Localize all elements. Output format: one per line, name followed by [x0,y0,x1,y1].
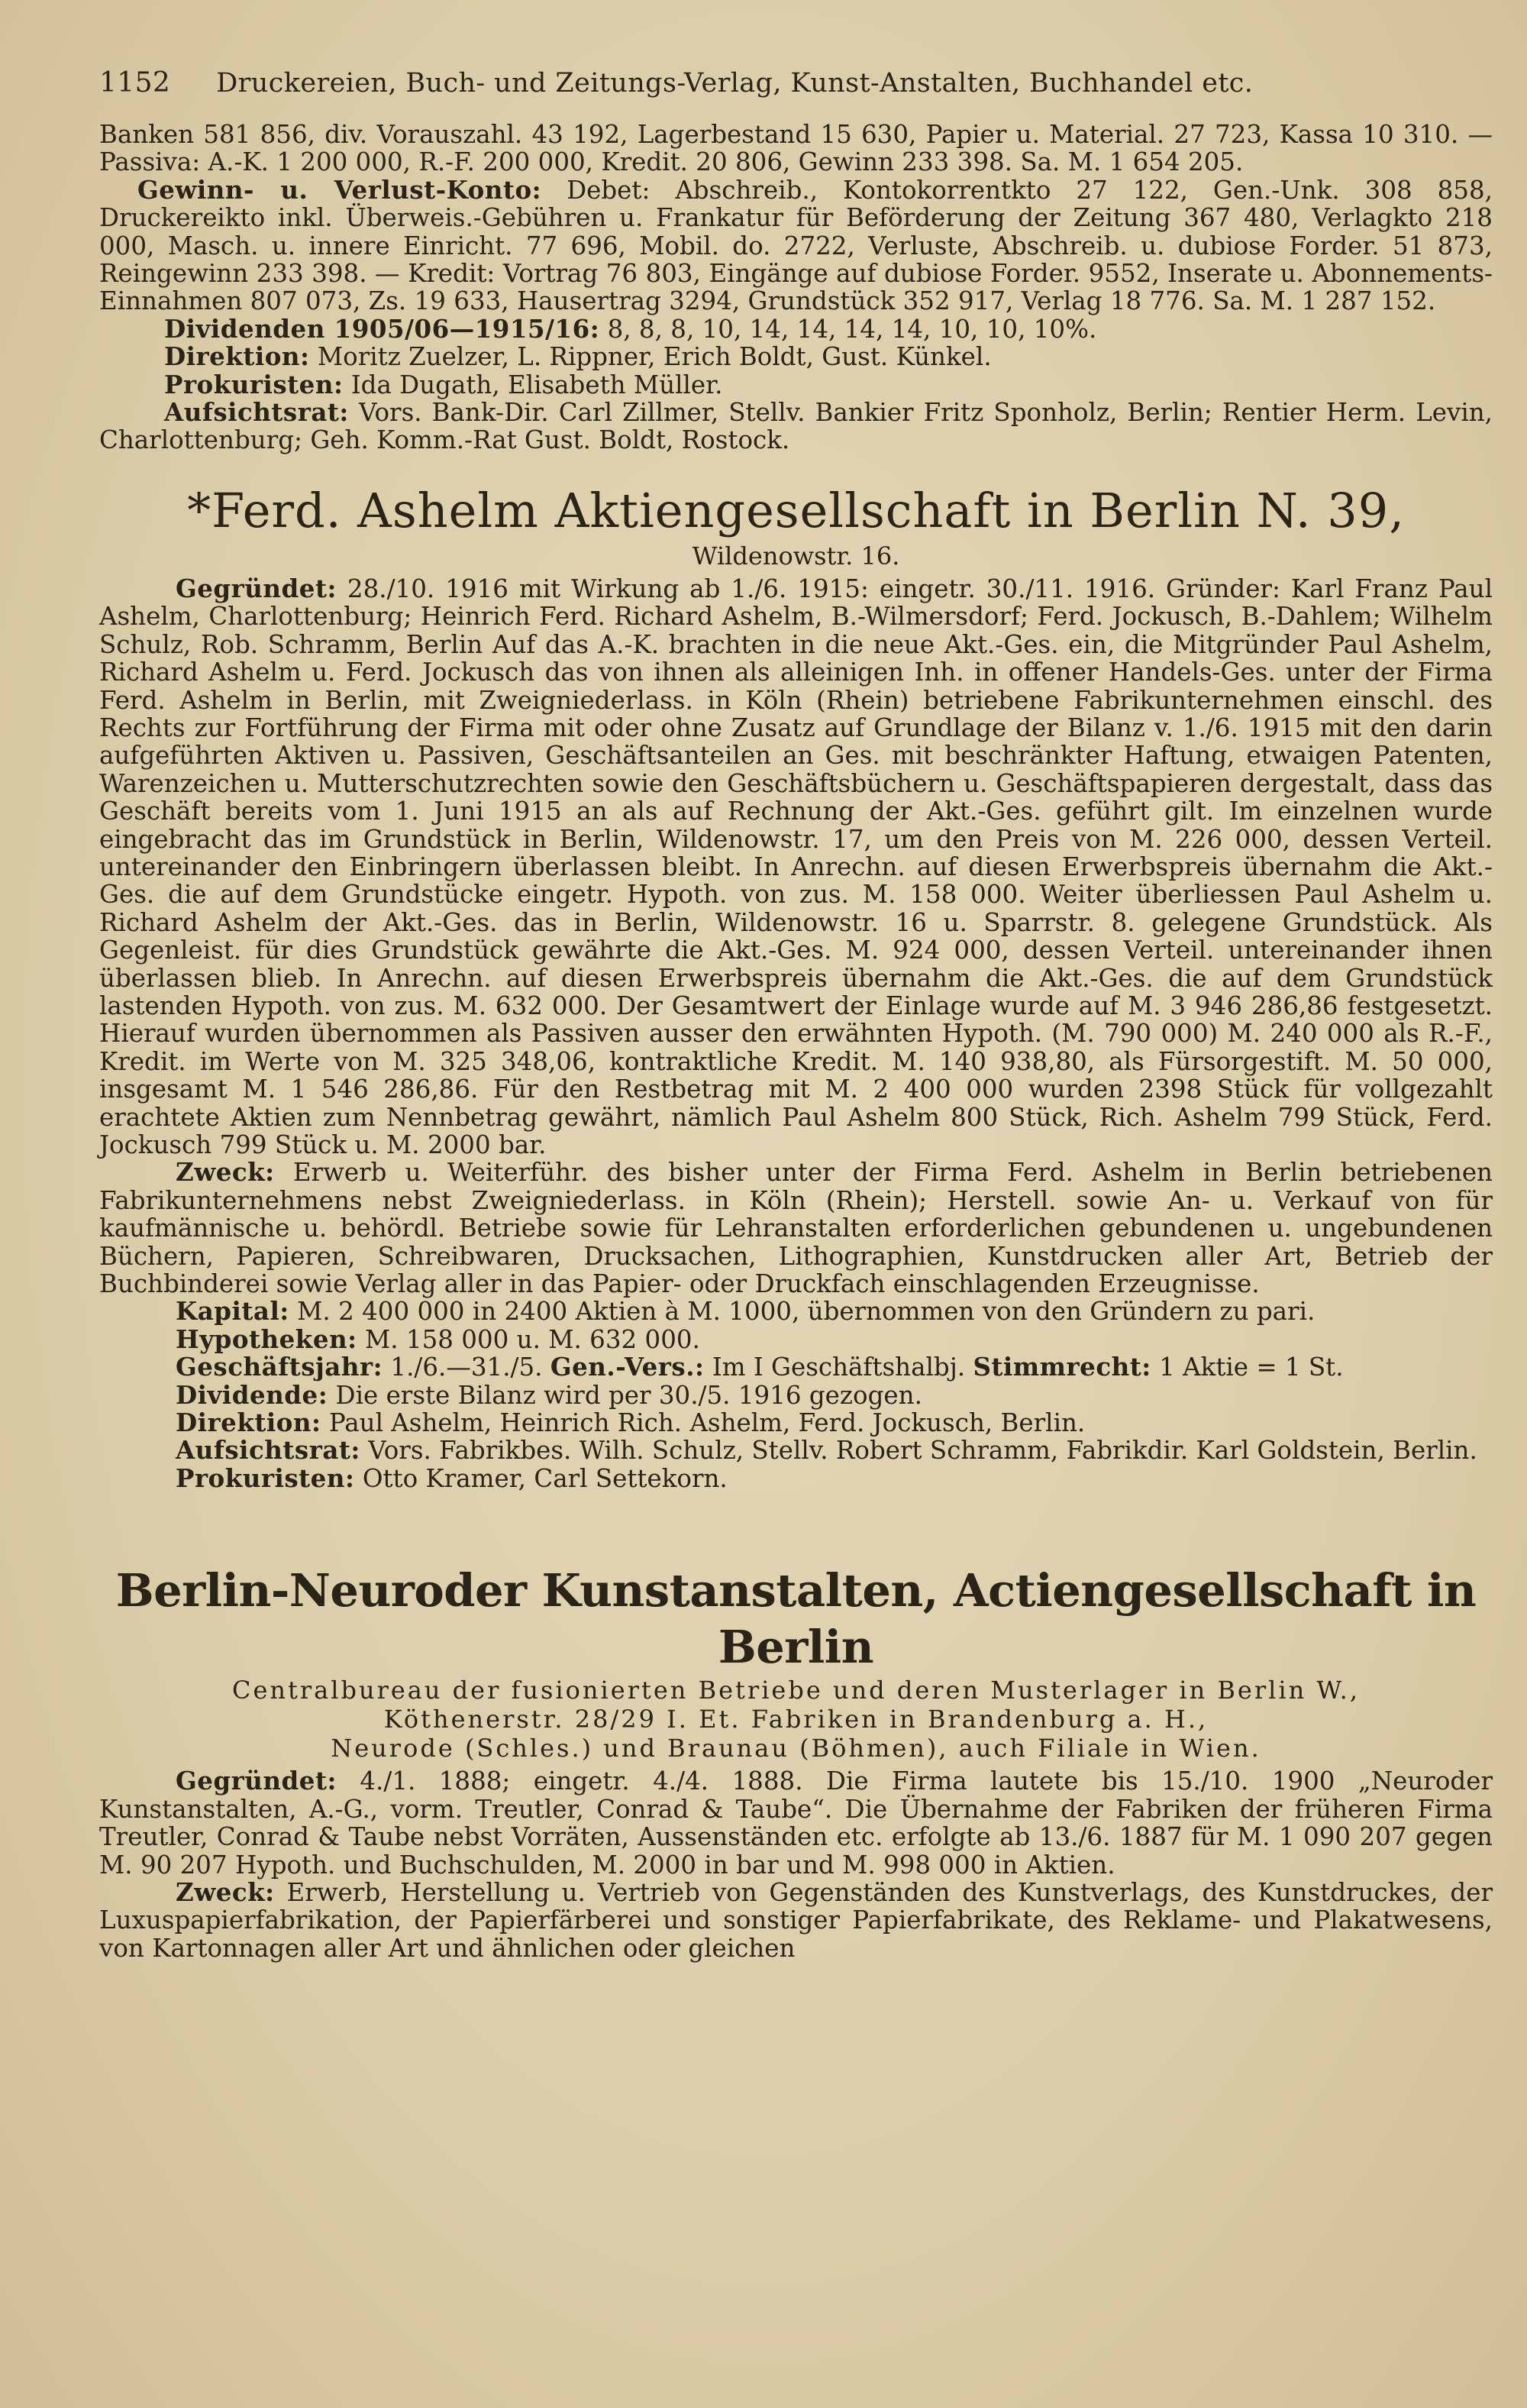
page-number: 1152 [99,67,171,99]
direktion-label: Direktion: [164,341,310,372]
direktion-text-2: Paul Ashelm, Heinrich Rich. Ashelm, Ferd. Jockusch, Berlin. [328,1408,1086,1438]
gegruendet-entry-3 [99,1767,1493,1879]
direktion-text: Moritz Zuelzer, L. Rippner, Erich Boldt, Gust. Künkel. [317,342,992,372]
kapital-text: M. 2 400 000 in 2400 Aktien à M. 1000, übernommen von den Gründern zu pari. [297,1297,1316,1327]
hypotheken-text: M. 158 000 u. M. 632 000. [364,1324,700,1354]
geschaeftsjahr-text: 1./6.—31./5. [390,1353,543,1382]
geschaeftsjahr-label: Geschäftsjahr: [176,1352,383,1382]
gegruendet-entry [99,575,1493,1159]
zweck-text-3: Erwerb, Herstellung u. Vertrieb von Gegenständen des Kunstverlags, des Kunstdruckes, der Luxuspapierfabrikation, der Papierfärberei und sonstiger Papierfabrikate, des Reklame- und Plakatwesens, von Kartonnagen aller Art und ähnlichen oder gleichen [99,1877,1493,1963]
zweck-entry [99,1159,1493,1298]
prokuristen-text-2: Otto Kramer, Carl Settekorn. [362,1463,728,1493]
genvers-label: Gen.-Vers.: [550,1352,705,1382]
gewinn-verlust-entry [99,176,1493,315]
gewinn-text: Debet: Abschreib., Kontokorrentkto 27 122, Gen.-Unk. 308 858, Druckereikto inkl. Überweis.-Gebühren u. Frankatur für Beförderung der Zeitung 367 480, Verlagkto 218 000, Masch. u. innere Einricht. 77 696, Mobil. do. 2722, Verluste, Abschreib. u. dubiose Forder. 51 873, Reingewinn 233 398. — Kredit: Vortrag 76 803, Eingänge auf dubiose Forder. 9552, Inserate u. Abonnements-Einnahmen 807 073, Zs. 19 633, Hausertrag 3294, Grundstück 352 917, Verlag 18 776. Sa. M. 1 287 152. [99,175,1493,316]
prokuristen-label-2: Prokuristen: [176,1463,355,1493]
zweck-entry-3 [99,1876,1493,1963]
prokuristen-entry-2 [99,1465,1493,1492]
aufsichtsrat-label-2: Aufsichtsrat: [176,1435,360,1466]
zweck-text: Erwerb u. Weiterführ. des bisher unter der Firma Ferd. Ashelm in Berlin betriebenen Fabrikunternehmens nebst Zweigniederlass. in Köln (Rhein); Herstell. sowie An- u. Verkauf von für kaufmännische u. behördl. Betriebe sowie für Lehranstalten erforderlichen gebundenen u. ungebundenen Büchern, Papieren, Schreibwaren, Drucksachen, Lithographien, Kunstdrucken aller Art, Betrieb der Buchbinderei sowie Verlag aller in das Papier- oder Druckfach einschlagenden Erzeugnisse. [99,1158,1493,1299]
geschaeftsjahr-entry [99,1353,1493,1381]
company-title-ashelm: *Ferd. Ashelm Aktiengesellschaft in Berlin N. 39, [187,482,1405,538]
dividenden-label: Dividenden 1905/06—1915/16: [164,313,600,344]
balance-passiva: Banken 581 856, div. Vorauszahl. 43 192, Lagerbestand 15 630, Papier u. Material. 27 723, Kassa 10 310. — Passiva: A.-K. 1 200 000, R.-F. 200 000, Kredit. 20 806, Gewinn 233 398. Sa. M. 1 654 205. [99,120,1493,177]
running-title: Druckereien, Buch- und Zeitungs-Verlag, Kunst-Anstalten, Buchhandel etc. [216,68,1254,99]
gegruendet-text: 28./10. 1916 mit Wirkung ab 1./6. 1915: eingetr. 30./11. 1916. Gründer: Karl Franz Paul Ashelm, Charlottenburg; Heinrich Ferd. Richard Ashelm, B.-Wilmersdorf; Ferd. Jockusch, B.-Dahlem; Wilhelm Schulz, Rob. Schramm, Berlin Auf das A.-K. brachten in die neue Akt.-Ges. ein, die Mitgründer Paul Ashelm, Richard Ashelm u. Ferd. Jockusch das von ihnen als alleinigen Inh. in offener Handels-Ges. unter der Firma Ferd. Ashelm in Berlin, mit Zweigniederlass. in Köln (Rhein) betriebene Fabrikunternehmen einschl. des Rechts zur Fortführung der Firma mit oder ohne Zusatz auf Grundlage der Bilanz v. 1./6. 1915 mit den darin aufgeführten Aktiven u. Passiven, Geschäftsanteilen an Ges. mit beschränkter Haftung, etwaigen Patenten, Warenzeichen u. Mutterschutzrechten sowie den Geschäftsbüchern u. Geschäftspapieren dergestalt, dass das Geschäft bereits vom 1. Juni 1915 an als auf Rechnung der Akt.-Ges. geführt gilt. Im einzelnen wurde eingebracht das im Grundstück in Berlin, Wildenowstr. 17, um den Preis von M. 226 000, dessen Verteil. untereinander den Einbringern überlassen bleibt. In Anrechn. auf diesen Erwerbspreis übernahm die Akt.-Ges. die auf dem Grundstücke eingetr. Hypoth. von zus. M. 158 000. Weiter überliessen Paul Ashelm u. Richard Ashelm der Akt.-Ges. das in Berlin, Wildenowstr. 16 u. Sparrstr. 8. gelegene Grundstück. Als Gegenleist. für dies Grundstück gewährte die Akt.-Ges. M. 924 000, dessen Verteil. untereinander ihnen überlassen blieb. In Anrechn. auf diesen Erwerbspreis übernahm die Akt.-Ges. die auf dem Grundstück lastenden Hypoth. von zus. M. 632 000. Der Gesamtwert der Einlage wurde auf M. 3 946 286,86 festgesetzt. Hierauf wurden übernommen als Passiven ausser den erwähnten Hypoth. (M. 790 000) M. 240 000 als R.-F., Kredit. im Werte von M. 325 348,06, kontraktliche Kredit. M. 140 938,80, als Fürsorgestift. M. 50 000, insgesamt M. 1 546 286,86. Für den Restbetrag mit M. 2 400 000 wurden 2398 Stück für vollgezahlt erachtete Aktien zum Nennbetrag gewährt, nämlich Paul Ashelm 800 Stück, Rich. Ashelm 799 Stück, Ferd. Jockusch 799 Stück u. M. 2000 bar. [99,574,1493,1159]
company-address-line-2: Köthenerstr. 28/29 I. Et. Fabriken in Brandenburg a. H., [383,1705,1209,1734]
gegruendet-text-3: 4./1. 1888; eingetr. 4./4. 1888. Die Firma lautete bis 15./10. 1900 „Neuroder Kunstanstalten, A.-G., vorm. Treutler, Conrad & Taube“. Die Übernahme der Fabriken der früheren Firma Treutler, Conrad & Taube nebst Vorräten, Aussenständen etc. erfolgte ab 13./6. 1887 für M. 1 090 207 gegen M. 90 207 Hypoth. und Buchschulden, M. 2000 in bar und M. 998 000 in Aktien. [99,1766,1493,1880]
dividenden-text: 8, 8, 8, 10, 14, 14, 14, 14, 10, 10, 10%. [607,314,1097,344]
company-address-ashelm: Wildenowstr. 16. [692,541,900,570]
kapital-entry [99,1298,1493,1325]
dividende-entry [99,1379,1493,1410]
direktion-label-2: Direktion: [176,1408,321,1438]
genvers-text: Im I Geschäftshalbj. [712,1353,966,1382]
page-content [99,67,1493,1962]
stimmrecht-text: 1 Aktie = 1 St. [1159,1353,1344,1382]
aufsichtsrat-text: Vors. Bank-Dir. Carl Zillmer, Stellv. Bankier Fritz Sponholz, Berlin; Rentier Herm. Levin, Charlottenburg; Geh. Komm.-Rat Gust. Boldt, Rostock. [99,398,1493,455]
aufsichtsrat-entry [99,399,1493,454]
zweck-label-3: Zweck: [176,1876,275,1907]
dividende-label: Dividende: [176,1379,328,1410]
gewinn-label: Gewinn- u. Verlust-Konto: [137,174,542,205]
zweck-label: Zweck: [176,1157,275,1188]
gegruendet-label-3: Gegründet: [176,1766,337,1796]
direktion-entry-2 [99,1409,1493,1437]
aufsichtsrat-text-2: Vors. Fabrikbes. Wilh. Schulz, Stellv. Robert Schramm, Fabrikdir. Karl Goldstein, Berlin. [368,1436,1477,1466]
prokuristen-entry [99,371,1493,399]
dividenden-entry [99,315,1493,343]
kapital-label: Kapital: [176,1296,289,1327]
company-address-line-1: Centralbureau der fusionierten Betriebe und deren Musterlager in Berlin W., [231,1676,1361,1705]
section-neuroder [99,1563,1493,1962]
company-title-neuroder: Berlin-Neuroder Kunstanstalten, Actiengesellschaft in Berlin [115,1564,1477,1674]
section-ashelm [99,480,1493,1492]
stimmrecht-label: Stimmrecht: [973,1352,1151,1382]
page-header [99,67,1493,121]
direktion-entry [99,343,1493,370]
section-continuation [99,121,1493,454]
aufsichtsrat-entry-2 [99,1437,1493,1464]
prokuristen-label: Prokuristen: [164,369,344,399]
prokuristen-text: Ida Dugath, Elisabeth Müller. [350,370,723,399]
company-address-line-3: Neurode (Schles.) und Braunau (Böhmen), auch Filiale in Wien. [331,1734,1261,1763]
hypotheken-entry [99,1326,1493,1353]
aufsichtsrat-label: Aufsichtsrat: [164,397,349,428]
dividende-text: Die erste Bilanz wird per 30./5. 1916 gezogen. [335,1380,922,1410]
hypotheken-label: Hypotheken: [176,1324,357,1354]
gegruendet-label: Gegründet: [176,573,337,603]
